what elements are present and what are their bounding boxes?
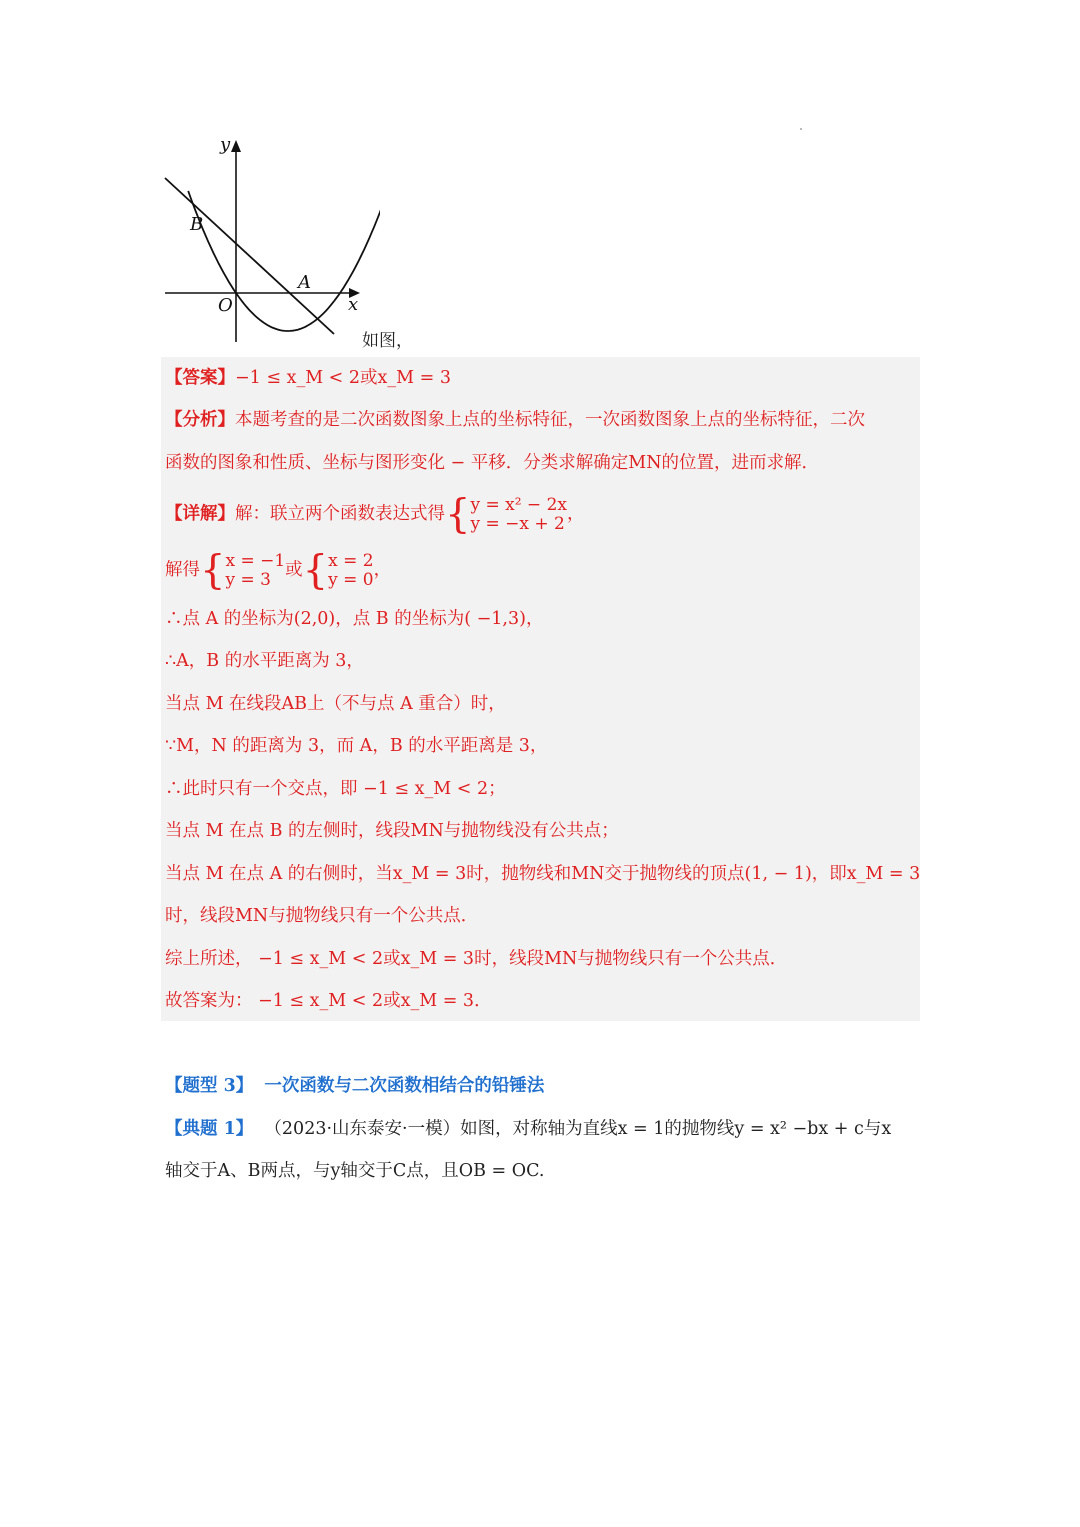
sol-b1: x = 2 bbox=[328, 550, 374, 571]
detail-intro-line bbox=[165, 491, 585, 538]
detail-line-3: 当点 M 在线段AB上（不与点 A 重合）时， bbox=[165, 694, 506, 714]
detail-line-1: ∴点 A 的坐标为(2,0)，点 B 的坐标为( −1,3)， bbox=[165, 609, 544, 629]
sol-a1: x = −1 bbox=[225, 550, 286, 571]
figure-caption: 如图， bbox=[362, 331, 413, 351]
y-axis-arrow bbox=[231, 140, 241, 152]
example-line-1 bbox=[165, 1115, 891, 1143]
label-a: A bbox=[298, 272, 311, 293]
system-brace-3: { bbox=[302, 547, 329, 594]
solution-line bbox=[165, 547, 392, 594]
analysis-line-1 bbox=[165, 406, 865, 434]
solve-prefix: 解得 bbox=[165, 560, 200, 580]
detail-comma-2: ， bbox=[373, 560, 392, 580]
sol-a2: y = 3 bbox=[225, 569, 271, 590]
detail-line-8: 时，线段MN与抛物线只有一个公共点． bbox=[165, 906, 479, 926]
scan-speck bbox=[800, 128, 802, 130]
detail-tag: 【详解】 bbox=[165, 504, 235, 524]
sol-b2: y = 0 bbox=[328, 569, 374, 590]
solution-system-b bbox=[328, 552, 373, 590]
detail-intro: 解：联立两个函数表达式得 bbox=[235, 504, 445, 524]
solution-or: 或 bbox=[285, 560, 303, 580]
section-tag: 【题型 3】 bbox=[165, 1076, 254, 1096]
example-tag: 【典题 1】 bbox=[165, 1119, 254, 1139]
detail-line-7: 当点 M 在点 A 的右侧时，当x_M = 3时，抛物线和MN交于抛物线的顶点(1, − 1)，即x_M = 3 bbox=[165, 864, 921, 884]
graph-figure bbox=[150, 130, 380, 350]
system-brace: { bbox=[445, 491, 471, 538]
equation-system-1 bbox=[470, 496, 567, 534]
answer-tag: 【答案】 bbox=[165, 368, 235, 388]
detail-comma-1: ， bbox=[566, 504, 585, 524]
detail-line-10: 故答案为： −1 ≤ x_M < 2或x_M = 3． bbox=[165, 991, 492, 1011]
analysis-tag: 【分析】 bbox=[165, 410, 235, 430]
detail-line-9: 综上所述， −1 ≤ x_M < 2或x_M = 3时，线段MN与抛物线只有一个公共点． bbox=[165, 949, 788, 969]
label-b: B bbox=[190, 214, 204, 235]
label-x: x bbox=[348, 294, 359, 315]
eq-1b: y = −x + 2 bbox=[470, 513, 565, 534]
answer-line bbox=[165, 364, 451, 392]
label-o: O bbox=[218, 295, 233, 316]
label-y: y bbox=[220, 134, 231, 155]
solution-system-a bbox=[225, 552, 285, 590]
system-brace-2: { bbox=[200, 547, 226, 594]
example-line-2: 轴交于A、B两点，与y轴交于C点，且OB = OC. bbox=[165, 1161, 545, 1181]
section-heading bbox=[165, 1072, 544, 1100]
detail-line-6: 当点 M 在点 B 的左侧时，线段MN与抛物线没有公共点； bbox=[165, 821, 619, 841]
analysis-text-1: 本题考查的是二次函数图象上点的坐标特征，一次函数图象上点的坐标特征，二次 bbox=[235, 410, 865, 430]
section-title: 一次函数与二次函数相结合的铅锤法 bbox=[264, 1076, 545, 1096]
answer-text: −1 ≤ x_M < 2或x_M = 3 bbox=[235, 368, 452, 388]
detail-line-4: ∵M，N 的距离为 3，而 A，B 的水平距离是 3， bbox=[165, 736, 548, 756]
eq-1a: y = x² − 2x bbox=[470, 494, 567, 515]
detail-line-2: ∴A，B 的水平距离为 3， bbox=[165, 651, 364, 671]
graph-svg bbox=[150, 130, 380, 350]
analysis-line-2: 函数的图象和性质、坐标与图形变化 − 平移．分类求解确定MN的位置，进而求解． bbox=[165, 453, 820, 473]
detail-line-5: ∴此时只有一个交点，即 −1 ≤ x_M < 2； bbox=[165, 779, 506, 799]
example-text-1: （2023·山东泰安·一模）如图，对称轴为直线x = 1的抛物线y = x² −bx + c与x bbox=[264, 1119, 892, 1139]
